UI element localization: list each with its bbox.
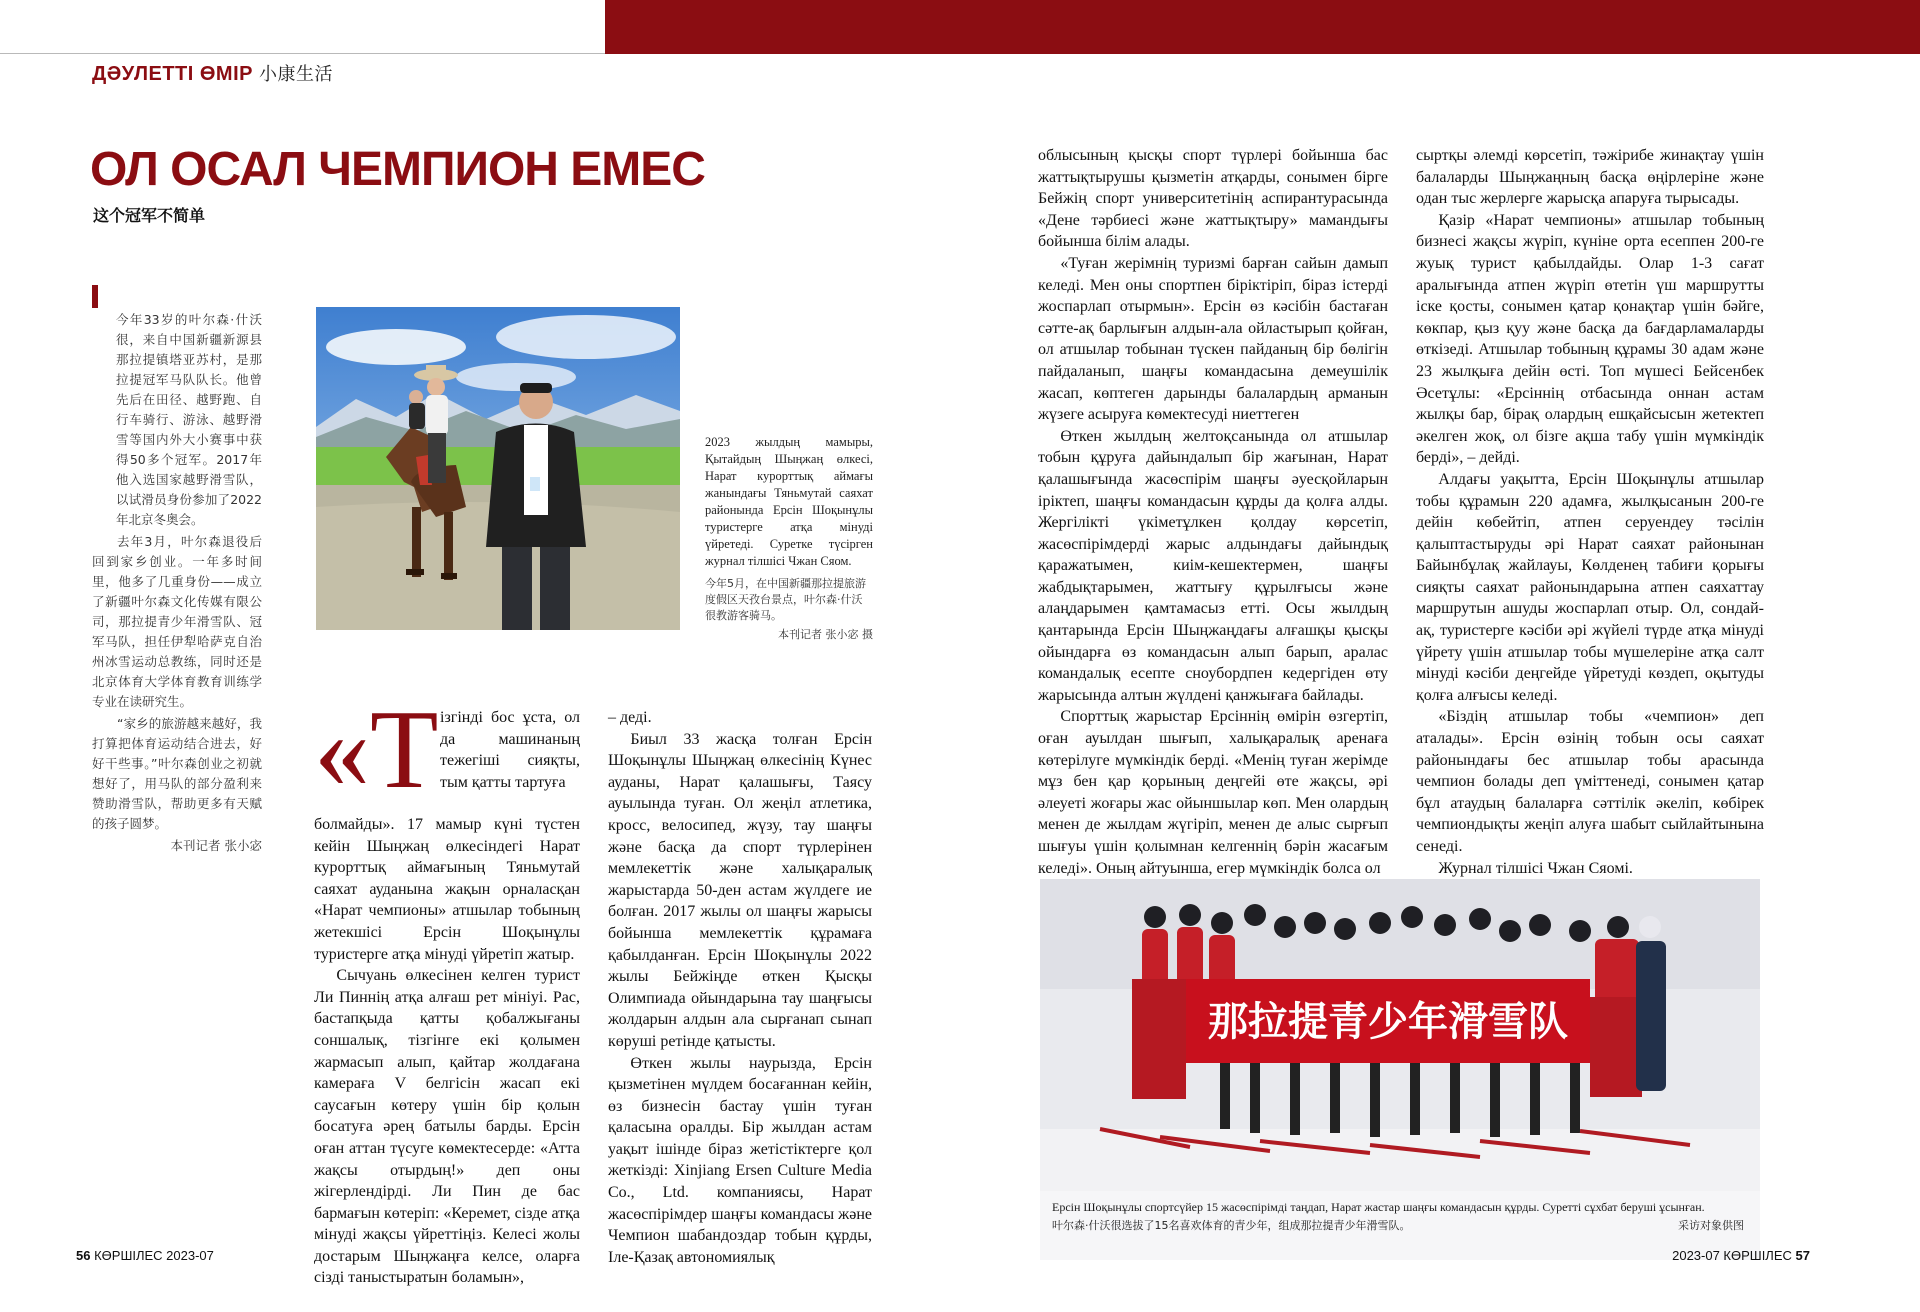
- section-label-cn: 小康生活: [258, 64, 333, 84]
- cn-paragraph: 今年33岁的叶尔森·什沃很，来自中国新疆新源县那拉提镇塔亚苏村，是那拉提冠军马队队长。他曾先后在田径、越野跑、自行车骑行、游泳、越野滑雪等国内外大小赛事中获得50多个冠军。2017年他入选国家越野滑雪队，以试滑员身份参加了2022年北京冬奥会。: [116, 312, 262, 527]
- column-2: [608, 707, 872, 1268]
- body-paragraph: Сычуань өлкесінен келген турист Ли Пиннің атқа алғаш рет мініуі. Рас, бастапқыда қатты қобалжығаны соншалық, тізгінге екі қолымен жармасып алып, қайтар жолдағана камераға V белгісін жасап екі саусағын көтеру үшін бір қолын босатуға әрең батылы барды. Ерсін оған аттан түсуге көмектесерде: «Атта жақсы отырдың!» деп оны жігерлендірді. Ли Пин де бас бармағын көтеріп: «Керемет, сізде атқа мінуді жақсы үйреттіңіз. Келесі жолы достарым Шыңжаңға келсе, оларға сізді таныстыратын боламын»,: [314, 967, 580, 1287]
- column-1-top: [440, 707, 580, 793]
- photo1-caption-cn: 今年5月，在中国新疆那拉提旅游度假区天孜台景点，叶尔森·什沃很教游客骑马。: [705, 577, 866, 622]
- column-3: [1038, 145, 1388, 879]
- body-paragraph: болмайды». 17 мамыр күні түстен кейін Шыңжаң өлкесіндегі Нарат курорттық аймағының Тяньмутай саяхат ауданына жақын орналасқан «Нарат чемпионы» атшылар тобының жетекшісі Ерсін Шоқынұлы туристерге атқа мінуді үйретіп жатыр.: [314, 816, 580, 963]
- drop-cap-letter: Т: [370, 688, 439, 812]
- article-subtitle: 这个冠军不简单: [93, 206, 206, 225]
- photo2-caption-cn: 叶尔森·什沃很选拔了15名喜欢体育的青少年，组成那拉提青少年滑雪队。: [1052, 1219, 1411, 1232]
- body-paragraph: облысының қысқы спорт түрлері бойынша бас жаттықтырушы қызметін атқарды, сонымен бірге Бейжің спорт университетінің аспирантурасында «Дене тәрбиесі және жаттықтыру» мамандығы бойынша білім алады.: [1038, 147, 1388, 251]
- right-folio: [1672, 1248, 1810, 1263]
- cn-paragraph: 去年3月，叶尔森退役后回到家乡创业。一年多时间里，他多了几重身份——成立了新疆叶尔森文化传媒有限公司，那拉提青少年滑雪队、冠军马队，担任伊犁哈萨克自治州冰雪运动总教练，同时还是北京体育大学体育教育训练学专业在读研究生。: [92, 534, 262, 709]
- body-paragraph: Спорттық жарыстар Ерсіннің өмірін өзгертіп, оған ауылдан шығып, халықаралық аренаға көтерілуге мүмкіндік берді. «Менің туған жерімде мұз бен қар қорының деңгейі өте жақсы, әрі әлеуеті жоғары жас ойыншылар көп. Мен олардың менен де жылдам жүгіріп, менен де алыс сырғып шығуы үшін қолымнан келгеннің бәрін жасағым келеді». Оның айтуынша, егер мүмкіндік болса ол: [1038, 708, 1388, 877]
- journalist-credit: Журнал тілшісі Чжан Сяомі.: [1438, 859, 1633, 877]
- drop-cap: [314, 688, 439, 812]
- left-magazine-name: КӨРШІЛЕС 2023-07: [94, 1248, 214, 1263]
- body-paragraph: сыртқы әлемді көрсетіп, тәжірибе жинақтау үшін балаларды Шыңжаңның басқа өңірлеріне және одан тыс жерлерге жарысқа апаруға тырысады.: [1416, 147, 1764, 208]
- column-4: [1416, 145, 1764, 901]
- section-label: [92, 60, 333, 86]
- cn-paragraph: “家乡的旅游越来越好，我打算把体育运动结合进去，好好干些事。”叶尔森创业之初就想好了，用马队的部分盈利来赞助滑雪队，帮助更多有天赋的孩子圆梦。: [92, 716, 262, 831]
- photo2-credit: 采访对象供图: [1678, 1219, 1744, 1232]
- body-paragraph: «Біздің атшылар тобы «чемпион» деп аталады». Ерсін өзінің тобын осы саяхат районындағы бес атшылар тобы арасында чемпион болады деп үміттенеді, сонымен қатар бұл атаудың балаларға сәттілік әкеліп, көбірек чемпиондықты жеңіп алуға шабыт сыйлайтынына сенеді.: [1416, 708, 1764, 855]
- banner-text: 那拉提青少年滑雪队: [1208, 999, 1568, 1045]
- section-label-kz: ДӘУЛЕТТІ ӨМІР: [92, 63, 253, 85]
- photo2-caption-kz: Ерсін Шоқынұлы спортсүйер 15 жасөспірімді таңдап, Нарат жастар шаңғы командасын құрды. Суретті сұхбат беруші ұсынған.: [1052, 1200, 1705, 1214]
- article-title: ОЛ ОСАЛ ЧЕМПИОН ЕМЕС: [90, 143, 705, 196]
- left-page-number: 56: [76, 1248, 91, 1263]
- red-marker: [92, 285, 98, 308]
- left-folio: [76, 1248, 214, 1263]
- top-accent-bar: [605, 0, 1920, 54]
- ski-team-photo: [1040, 879, 1760, 1260]
- photo1-caption: [705, 434, 873, 643]
- body-paragraph: ізгінді бос ұста, ол да машинаның тежегіші сияқты, тым қатты тартуға: [440, 709, 580, 791]
- body-paragraph: Қазір «Нарат чемпионы» атшылар тобының бизнесі жақсы жүріп, күніне орта есеппен 200-ге жуық турист қабылдайды. Олар 1-3 сағат аралығында атпен жүріп өтетін үш маршрутты іске қосты, сонымен қатар қонақтар үшін бәйге, көкпар, қыз қуу және басқа да бағдарламаларды өткізеді. Атшылар тобының құрамы 30 адам және 23 жылқыға дейін өсті. Топ мүшесі Бейсенбек Әсетұлы: «Ерсіннің отбасында оннан астам жылқы бар, бірақ олардың ешқайсысын жетектеп әкелген жоқ, ол бізге ақша табу үшін мүмкіндік берді», – дейді.: [1416, 211, 1764, 467]
- body-paragraph: – деді.: [608, 709, 652, 726]
- drop-quote-mark: «: [314, 688, 370, 812]
- photo1-credit: 本刊记者 张小宓 摄: [778, 628, 873, 641]
- right-magazine-name: 2023-07 КӨРШІЛЕС: [1672, 1248, 1792, 1263]
- right-page-number: 57: [1795, 1248, 1810, 1263]
- column-1: [314, 814, 580, 1289]
- body-paragraph: Өткен жылы наурызда, Ерсін қызметінен мүлдем босағаннан кейін, өз бизнесін бастау үшін туған қаласына оралды. Бір жылдан астам уақыт ішінде біраз жетістіктерге қол жеткізді: Xinjiang Ersen Culture Media Co., Ltd. компаниясы, Нарат жасөспірімдер шаңғы командасы және Чемпион шабандоздар тобын құрды, Іле-Қазақ автономиялық: [608, 1054, 872, 1266]
- chinese-summary: [92, 310, 262, 858]
- ski-team-illustration: [1040, 879, 1760, 1260]
- photo1-caption-kz: 2023 жылдың мамыры, Қытайдың Шыңжаң өлкесі, Нарат курорттық аймағы жанындағы Тяньмутай саяхат районында Ерсін Шоқынұлы туристерге атқа мінуді үйретеді. Суретке түсірген журнал тілшісі Чжан Сяом.: [705, 435, 873, 568]
- body-paragraph: Алдағы уақытта, Ерсін Шоқынұлы атшылар тобы құрамын 220 адамға, жылқысанын 200-ге дейін көбейтіп, атпен серуендеу тәсілін қалыптастыруды әрі Нарат саяхат районынан Байынбұлақ жайлауы, Көлденең табиғи қорығы сияқты саяхат районындарына атпен саяхаттау маршрутын ашуды жоспарлап отыр. Ол, сондай-ақ, туристерге кәсіби әрі жүйелі түрде атқа мінуді үйрету үшін атшылар тобы мүшелеріне атқа салт мінуді кәсіби деңгейде үйретуді көздеп, оқытуды қолға алғысы келеді.: [1416, 470, 1764, 704]
- horse-riding-illustration: [316, 307, 680, 630]
- top-rule: [0, 53, 605, 54]
- cn-author: 本刊记者 张小宓: [170, 838, 262, 853]
- body-paragraph: Өткен жылдың желтоқсанында ол атшылар тобын құруға дайындалып бір жағынан, Нарат қалашығында жасөспірім шаңғы әуесқойларын іріктеп, шаңғы командасын құрды да қолға алды. Жергілікті үкіметұлкен қолдау көрсетіп, жасөспірімдерді жарыс алдындағы дайындық қаражатымен, киім-кешектермен, шаңғы жабдықтарымен, жаттығу құрылғысы және алаңдарымен қамтамасыз етті. Осы жылдың қантарында Ерсін Шыңжаңдағы алғашқы қысқы ойындарға өз командасын алып барып, аралас командалық есепте сноубордпен кедергіден өту жарысында алтын жүлдені қанжығаға байлады.: [1038, 427, 1388, 704]
- body-paragraph: «Туған жерімнің туризмі барған сайын дамып келеді. Мен оны спортпен біріктіріп, біраз істерді жоспарлап отырмын». Ерсін өз кәсібін бастаған сәтте-ақ барлығын алдын-ала ойластырып қойған, ол атшылар тобынан түскен пайданың бір бөлігін пайдаланып, шаңғы командасына демеушілік жасап, көптеген дарынды балалардың арманын жүзеге асыруға көмектесуді ниеттеген: [1038, 254, 1388, 424]
- body-paragraph: Биыл 33 жасқа толған Ерсін Шоқынұлы Шыңжаң өлкесінің Күнес ауданы, Нарат қалашығы, Таясу ауылында туған. Ол жеңіл атлетика, кросс, велосипед, жүзу, тау шаңғы және басқа да спорт түрлерінен мемлекеттік және халықаралық жарыстарда 50-ден астам жүлдеге ие болған. 2017 жылы ол шаңғы жарысы бойынша мемлекеттік құрамаға қабылданған. Ерсін Шоқынұлы 2022 жылы Бейжіңде өткен Қысқы Олимпиада ойындарына тау шаңғысы жолдарын алдын ала сырғанап сынап көруші ретінде қатысты.: [608, 730, 872, 1050]
- horse-riding-photo: [316, 307, 680, 630]
